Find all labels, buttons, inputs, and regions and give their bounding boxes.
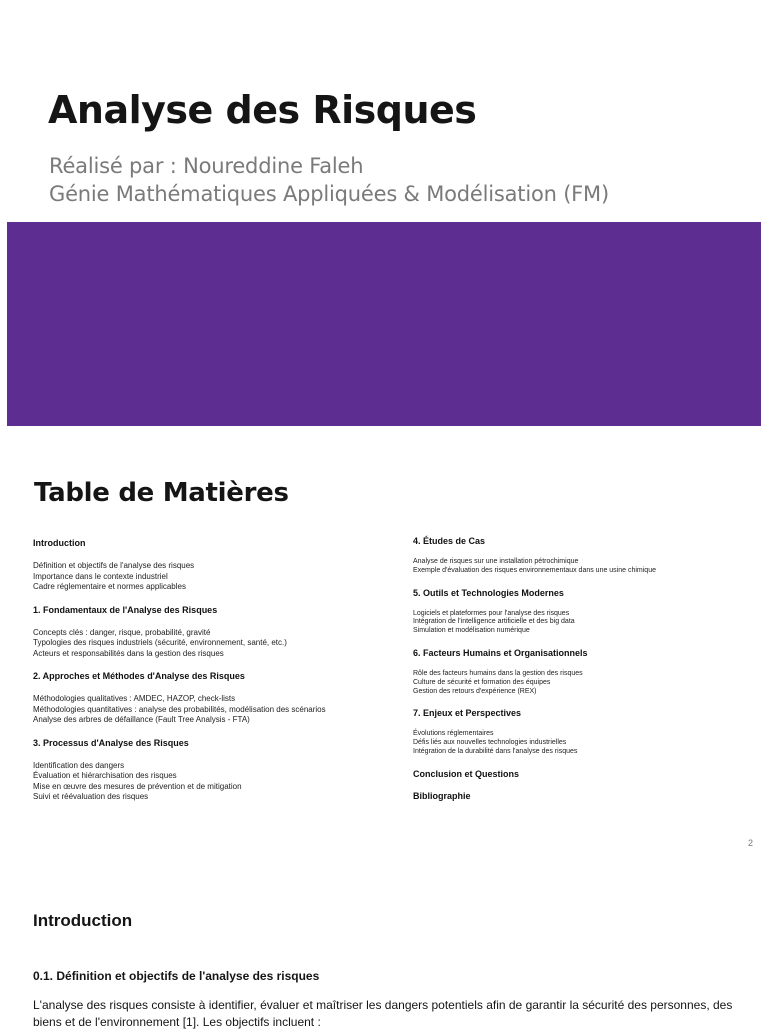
toc-item: Gestion des retours d'expérience (REX) bbox=[413, 687, 537, 695]
toc-section-heading: 7. Enjeux et Perspectives bbox=[413, 708, 522, 719]
toc-section-heading: 5. Outils et Technologies Modernes bbox=[413, 587, 564, 598]
toc-item: Typologies des risques industriels (sécurité, environnement, santé, etc.) bbox=[33, 638, 287, 647]
toc-item: Intégration de la durabilité dans l'analyse des risques bbox=[413, 747, 578, 755]
toc-section-items bbox=[33, 694, 373, 726]
toc-item: Concepts clés : danger, risque, probabilité, gravité bbox=[33, 627, 211, 637]
toc-section-heading: 3. Processus d'Analyse des Risques bbox=[33, 737, 189, 748]
toc-section-heading: 4. Études de Cas bbox=[413, 536, 486, 546]
page-number: 2 bbox=[747, 838, 753, 848]
toc-section-heading: 6. Facteurs Humains et Organisationnels bbox=[413, 647, 588, 658]
toc-item: Acteurs et responsabilités dans la gestion des risques bbox=[33, 648, 224, 658]
toc-item: Évaluation et hiérarchisation des risques bbox=[33, 771, 177, 780]
cover-color-band bbox=[7, 222, 761, 426]
toc-item: Analyse de risques sur une installation pétrochimique bbox=[413, 558, 579, 565]
intro-subtitle: 0.1. Définition et objectifs de l'analyse des risques bbox=[33, 969, 320, 983]
toc-item: Intégration de l'intelligence artificielle et des big data bbox=[413, 618, 575, 626]
toc-item: Simulation et modélisation numérique bbox=[413, 627, 530, 635]
toc-item: Méthodologies qualitatives : AMDEC, HAZOP, check-lists bbox=[33, 694, 236, 703]
toc-section-heading: Conclusion et Questions bbox=[413, 768, 520, 779]
toc-item: Suivi et réévaluation des risques bbox=[33, 792, 149, 801]
document-title: Analyse des Risques bbox=[48, 88, 477, 132]
toc-item: Identification des dangers bbox=[33, 760, 125, 770]
program-line: Génie Mathématiques Appliquées & Modélisation (FM) bbox=[49, 182, 609, 206]
toc-item: Évolutions réglementaires bbox=[413, 730, 494, 738]
toc-item: Mise en œuvre des mesures de prévention et de mitigation bbox=[33, 781, 242, 791]
toc-item: Logiciels et plateformes pour l'analyse des risques bbox=[413, 609, 570, 617]
toc-right-column bbox=[413, 536, 753, 813]
toc-section-heading: 2. Approches et Méthodes d'Analyse des Risques bbox=[33, 671, 245, 681]
toc-item: Exemple d'évaluation des risques environnementaux dans une usine chimique bbox=[413, 566, 656, 574]
toc-section-heading: 1. Fondamentaux de l'Analyse des Risques bbox=[33, 604, 218, 615]
toc-section-heading: Bibliographie bbox=[413, 790, 471, 801]
toc-item: Définition et objectifs de l'analyse des risques bbox=[33, 561, 195, 570]
toc-section-heading: Introduction bbox=[33, 538, 86, 548]
intro-paragraph: L'analyse des risques consiste à identifier, évaluer et maîtriser les dangers potentiels afin de garantir la sécurité des personnes, des biens et de l'environnement [1]. Les objectifs incluent : bbox=[33, 998, 733, 1029]
intro-title: Introduction bbox=[33, 911, 133, 930]
author-line: Réalisé par : Noureddine Faleh bbox=[49, 154, 364, 178]
toc-item: Méthodologies quantitatives : analyse des probabilités, modélisation des scénarios bbox=[33, 704, 326, 714]
toc-section-items bbox=[33, 628, 373, 660]
toc-item: Analyse des arbres de défaillance (Fault Tree Analysis - FTA) bbox=[33, 715, 250, 724]
toc-section-items bbox=[33, 761, 373, 803]
toc-section-items bbox=[413, 610, 753, 636]
toc-section-items bbox=[413, 730, 753, 756]
toc-item: Rôle des facteurs humains dans la gestion des risques bbox=[413, 669, 583, 677]
toc-section-items bbox=[413, 558, 753, 576]
toc-item: Cadre réglementaire et normes applicables bbox=[33, 582, 186, 591]
toc-item: Culture de sécurité et formation des équipes bbox=[413, 678, 551, 686]
toc-section-items bbox=[33, 561, 373, 593]
toc-section-items bbox=[413, 670, 753, 696]
toc-left-column bbox=[33, 538, 373, 815]
toc-item: Défis liés aux nouvelles technologies industrielles bbox=[413, 739, 567, 747]
toc-item: Importance dans le contexte industriel bbox=[33, 571, 168, 581]
toc-title: Table de Matières bbox=[34, 478, 289, 508]
